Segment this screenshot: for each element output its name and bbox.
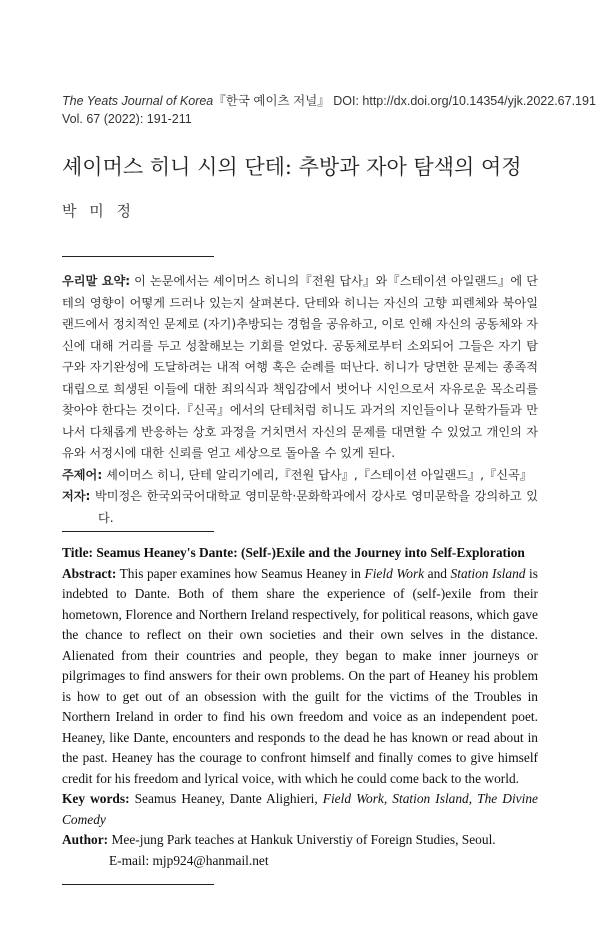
korean-abstract xyxy=(62,271,538,465)
paper-author: 박 미 정 xyxy=(62,202,136,220)
korean-abstract-text: 이 논문에서는 셰이머스 히니의『전원 답사』와『스테이션 아일랜드』에 단테의 영향이 어떻게 드러나 있는지 살펴본다. 단테와 히니는 자신의 고향 피렌체와 북아일랜드에서 정치적인 문제로 (자기)추방되는 경험을 공유하고, 이로 인해 자신의 공동체와 자신에 대해 거리를 두고 성찰해보는 기회를 얻었다. 공동체로부터 소외되어 그들은 자기 탐구와 자기완성에 도달하려는 내적 여행 혹은 순례를 떠난다. 히니가 당면한 문제는 종족적 대립으로 희생된 이들에 대한 죄의식과 책임감에서 벗어나 시인으로서 자유로운 목소리를 찾아야 한다는 것이다.『신곡』에서의 단테처럼 히니도 과거의 지인들이나 문학가들과 만나서 다채롭게 반응하는 상호 과정을 거치면서 자신의 문제를 대면할 수 있었고 개인의 자유와 서정시에 대한 신뢰를 얻고 세상으로 돌아올 수 있게 된다. xyxy=(62,274,538,460)
paper-title: 셰이머스 히니 시의 단테: 추방과 자아 탐색의 여정 xyxy=(62,155,522,179)
journal-header xyxy=(62,92,596,128)
doi-link[interactable]: DOI: http://dx.doi.org/10.14354/yjk.2022.67.191 xyxy=(333,94,596,108)
section-divider-bottom xyxy=(62,884,214,885)
english-author-text: Mee-jung Park teaches at Hankuk Universtiy of Foreign Studies, Seoul. xyxy=(108,832,496,847)
korean-keywords-text: 셰이머스 히니, 단테 알리기에리,『전원 답사』,『스테이션 아일랜드』,『신곡』 xyxy=(102,467,532,482)
english-author-note xyxy=(62,830,538,851)
korean-keywords xyxy=(62,465,538,487)
english-abstract-and: and xyxy=(424,565,451,581)
journal-name: The Yeats Journal of Korea xyxy=(62,94,214,108)
work-title-station-island: Station Island xyxy=(450,565,526,581)
english-abstract-label: Abstract: xyxy=(62,565,117,581)
volume-line: Vol. 67 (2022): 191-211 xyxy=(62,112,192,126)
korean-keywords-label: 주제어: xyxy=(62,467,103,482)
english-author-label: Author: xyxy=(62,832,109,847)
author-email[interactable]: E-mail: mjp924@hanmail.net xyxy=(109,852,269,868)
korean-author-text: 박미정은 한국외국어대학교 영미문학·문화학과에서 강사로 영미문학을 강의하고 있다. xyxy=(90,489,538,525)
english-keywords-label: Key words: xyxy=(62,791,130,806)
english-abstract-block xyxy=(62,543,538,871)
section-divider-top xyxy=(62,256,214,257)
english-keywords-plain: Seamus Heaney, Dante Alighieri, xyxy=(129,791,323,806)
english-abstract-text-1: This paper examines how Seamus Heaney in xyxy=(116,565,365,581)
english-keywords-italic: Field Work, Station Island, The Divine Comedy xyxy=(62,791,538,827)
english-abstract-text-2: is indebted to Dante. Both of them share the experience of (self-)exile from their hometown, Florence and Northern Ireland respectively, for political reasons, which gave the chance to reflect on their own societies and their own selves in the distance. Alienated from their countries and people, they began to make inner journeys or pilgrimages to find answers for their own problems. On the part of Heaney his problem is how to get out of an obsession with the guilt for the victims of the Troubles in Northern Ireland in order to find his own freedom and voice as an independent poet. Heaney, like Dante, encounters and responds to the dead he has known or read about in the past. Heaney has the courage to confront himself and finally comes to give himself credit for his freedom and lyrical voice, with which he could come back to the world. xyxy=(62,565,538,786)
work-title-field-work: Field Work xyxy=(364,565,425,581)
korean-abstract-label: 우리말 요약: xyxy=(62,274,131,288)
section-divider-middle xyxy=(62,531,214,532)
korean-author-label: 저자: xyxy=(62,489,91,503)
english-keywords xyxy=(62,789,538,830)
english-abstract xyxy=(62,564,538,790)
english-title: Title: Seamus Heaney's Dante: (Self-)Exile and the Journey into Self-Exploration xyxy=(62,545,525,560)
korean-abstract-block xyxy=(62,271,538,529)
korean-author-note xyxy=(62,486,538,529)
journal-korean-name: 『한국 예이츠 저널』 xyxy=(213,94,330,108)
citation-line xyxy=(62,92,596,110)
